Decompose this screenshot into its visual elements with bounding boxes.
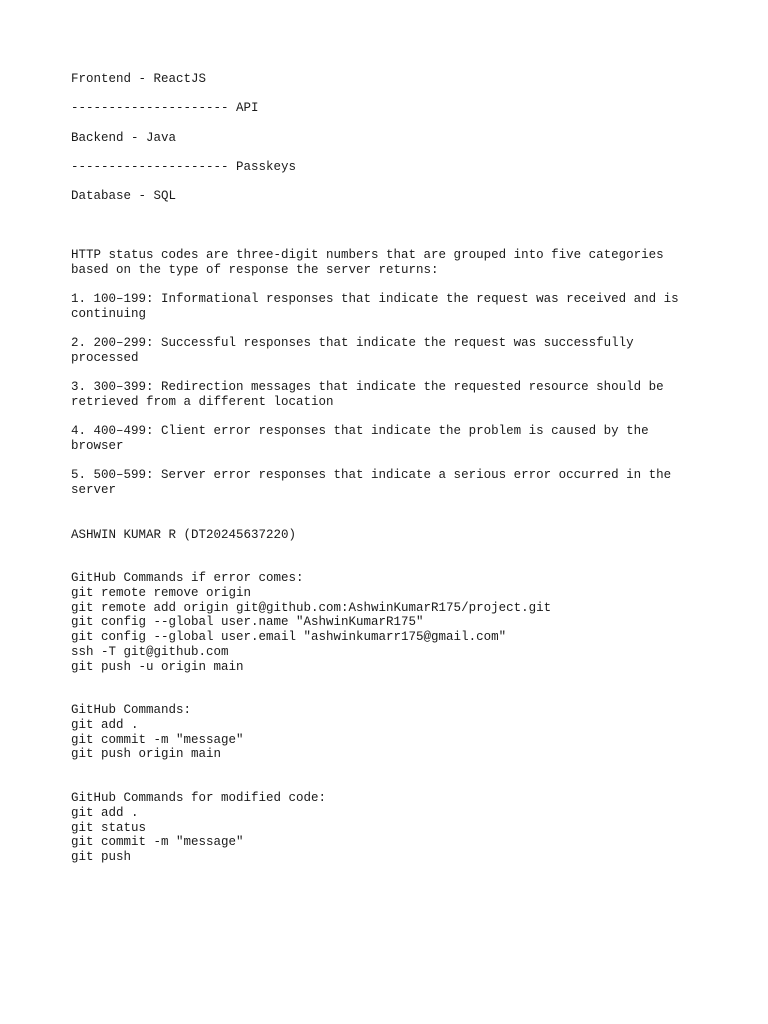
github-basic-heading: GitHub Commands: (71, 703, 192, 717)
backend-line: Backend - Java (71, 131, 177, 145)
command-line: ssh -T git@github.com (71, 644, 229, 659)
command-line: git push origin main (71, 747, 222, 762)
command-line: git status (71, 820, 147, 835)
github-modified-heading: GitHub Commands for modified code: (71, 791, 327, 805)
http-item-3: 3. 300–399: Redirection messages that indicate the requested resource should be retrieved from a different location (71, 380, 664, 409)
command-line: git remote add origin git@github.com:AshwinKumarR175/project.git (71, 600, 552, 615)
command-line: git add . (71, 805, 139, 820)
command-line: git remote remove origin (71, 585, 252, 600)
frontend-line: Frontend - ReactJS (71, 72, 207, 86)
passkeys-connector-line: --------------------- Passkeys (71, 160, 297, 174)
github-modified-commands-block (71, 791, 326, 865)
http-intro-paragraph: HTTP status codes are three-digit numbers that are grouped into five categories based on the type of response the server returns: (71, 248, 664, 277)
author-line: ASHWIN KUMAR R (DT20245637220) (71, 528, 297, 542)
command-line: git push (71, 850, 132, 864)
http-item-2: 2. 200–299: Successful responses that indicate the request was successfully processed (71, 336, 634, 365)
github-error-commands-block (71, 571, 551, 674)
command-line: git config --global user.email "ashwinkumarr175@gmail.com" (71, 630, 507, 644)
github-basic-commands-block (71, 703, 244, 762)
http-item-5: 5. 500–599: Server error responses that indicate a serious error occurred in the server (71, 468, 672, 497)
command-line: git commit -m "message" (71, 732, 244, 747)
database-line: Database - SQL (71, 189, 177, 203)
api-connector-line: --------------------- API (71, 101, 259, 115)
command-line: git config --global user.name "AshwinKumarR175" (71, 615, 424, 630)
http-item-4: 4. 400–499: Client error responses that indicate the problem is caused by the browser (71, 424, 649, 453)
http-item-1: 1. 100–199: Informational responses that indicate the request was received and is continuing (71, 292, 679, 321)
github-error-heading: GitHub Commands if error comes: (71, 571, 304, 585)
command-line: git push -u origin main (71, 659, 244, 674)
command-line: git add . (71, 717, 139, 732)
command-line: git commit -m "message" (71, 835, 244, 850)
